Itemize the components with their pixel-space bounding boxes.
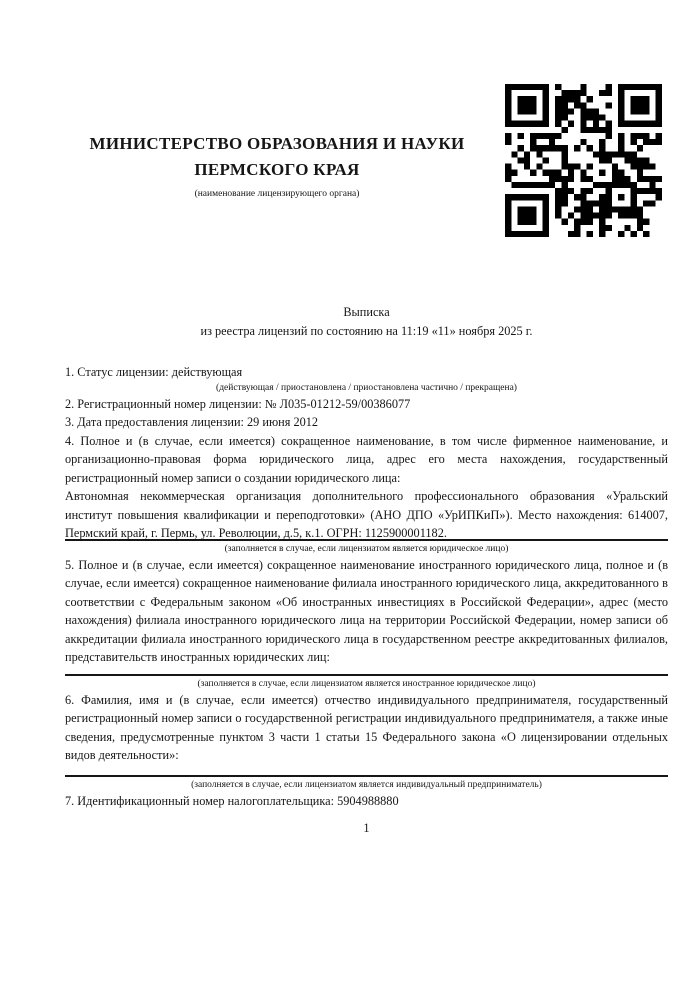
item-6-fill-line <box>65 775 668 777</box>
item-1-license-status: 1. Статус лицензии: действующая <box>65 365 243 379</box>
item-4-legal-entity-value: Автономная некоммерческая организация дополнительного профессионального образования «Уральский институт повышения квалификации и переподготовки» (АНО ДПО «УрИПКиП»). Место нахождения: 614007, Пермский край, г. Пермь, ул. Революции, д.5, к.1. ОГРН: 1125900001182. <box>65 489 668 540</box>
item-5-note: (заполняется в случае, если лицензиатом является иностранное юридическое лицо) <box>197 678 536 689</box>
document-title-line1: Выписка <box>343 305 390 319</box>
item-4-legal-entity-heading: 4. Полное и (в случае, если имеется) сокращенное наименование, в том числе фирменное наименование, и организационно-правовая форма юридического лица, адрес его места нахождения, государственный регистрационный номер записи о создании юридического лица: <box>65 433 668 485</box>
issuing-authority-note: (наименование лицензирующего органа) <box>194 189 360 199</box>
item-3-grant-date: 3. Дата предоставления лицензии: 29 июня 2012 <box>65 415 319 429</box>
ministry-name-line2: ПЕРМСКОГО КРАЯ <box>194 160 360 179</box>
item-6-entrepreneur-heading: 6. Фамилия, имя и (в случае, если имеется) отчество индивидуального предпринимателя, государственный регистрационный номер записи о государственной регистрации индивидуального предпринимателя, а также иные сведения, предусмотренные пунктом 3 части 1 статьи 15 Федерального закона «О лицензировании отдельных видов деятельности»: <box>65 692 668 762</box>
document-title <box>65 303 668 341</box>
item-7-taxpayer-number: 7. Идентификационный номер налогоплательщика: 5904988880 <box>65 793 399 808</box>
qr-code-icon <box>505 84 662 237</box>
issuing-authority-header <box>65 131 489 200</box>
ministry-name-line1: МИНИСТЕРСТВО ОБРАЗОВАНИЯ И НАУКИ <box>89 134 465 153</box>
page-number: 1 <box>363 821 370 835</box>
document-body <box>65 363 668 836</box>
item-5-fill-line <box>65 674 668 676</box>
item-5-foreign-entity-heading: 5. Полное и (в случае, если имеется) сокращенное наименование иностранного юридического лица, полное и (в случае, если имеется) сокращенное наименование филиала иностранного юридического лица, аккредитованного в соответствии с Федеральным законом «Об иностранных инвестициях в Российской Федерации», адрес (место нахождения) филиала иностранного юридического лица на территории Российской Федерации, номер записи об аккредитации филиала иностранного юридического лица в государственном реестре аккредитованных филиалов, представительств иностранных юридических лиц: <box>65 557 668 664</box>
document-title-line2: из реестра лицензий по состоянию на 11:19 «11» ноября 2025 г. <box>200 324 533 338</box>
item-1-status-options-note: (действующая / приостановлена / приостановлена частично / прекращена) <box>216 382 517 393</box>
item-2-registration-number: 2. Регистрационный номер лицензии: № Л035-01212-59/00386077 <box>65 396 411 411</box>
item-4-note: (заполняется в случае, если лицензиатом является юридическое лицо) <box>224 543 509 554</box>
item-6-note: (заполняется в случае, если лицензиатом является индивидуальный предприниматель) <box>191 779 542 790</box>
